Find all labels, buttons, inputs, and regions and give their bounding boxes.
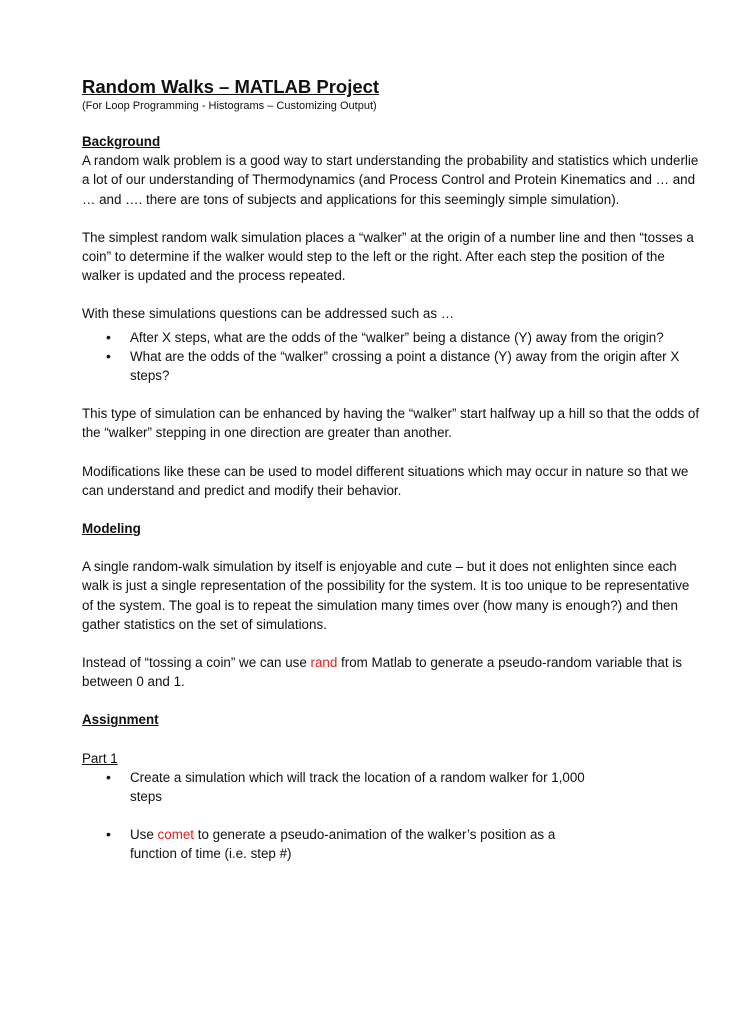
background-heading: Background	[82, 134, 161, 149]
background-paragraph-2: The simplest random walk simulation places a “walker” at the origin of a number line and then “tosses a coin” to determine if the walker would step to the left or the right. After each step the position of the walker is updated and the process repeated.	[82, 229, 694, 284]
list-item	[82, 825, 600, 863]
comet-code: comet	[157, 827, 195, 843]
part-1-list	[82, 768, 702, 864]
modeling-heading: Modeling	[82, 521, 141, 537]
list-item: • Create a simulation which will track the location of a random walker for 1,000 steps	[82, 768, 600, 806]
background-paragraph-4: This type of simulation can be enhanced by having the “walker” start halfway up a hill so that the odds of the “walker” stepping in one direction are greater than another.	[82, 406, 700, 441]
document-subtitle: (For Loop Programming - Histograms – Customizing Output)	[82, 100, 377, 112]
assignment-heading: Assignment	[82, 712, 159, 728]
background-paragraph-1: A random walk problem is a good way to start understanding the probability and statistics which underlie a lot of our understanding of Thermodynamics (and Process Control and Protein Kinematics and … and … and …. there are tons of subjects and applications for this seemingly simple simulation).	[82, 153, 699, 207]
questions-list	[82, 328, 702, 386]
list-item-text: Use	[130, 827, 158, 843]
rand-code: rand	[310, 655, 338, 671]
background-paragraph-3: With these simulations questions can be addressed such as …	[82, 306, 455, 322]
part-1-heading: Part 1	[82, 750, 118, 766]
list-item: • After X steps, what are the odds of the “walker” being a distance (Y) away from the origin?	[82, 328, 702, 347]
modeling-paragraph-1: A single random-walk simulation by itself is enjoyable and cute – but it does not enlighten since each walk is just a single representation of the possibility for the system. It is too unique to be representative of the system. The goal is to repeat the simulation many times over (how many is enough?) and then gather statistics on the set of simulations.	[82, 559, 690, 632]
list-item-text: to generate a pseudo-animation of the walker’s position as a function of time (i.e. step #)	[130, 827, 556, 862]
document-title: Random Walks – MATLAB Project	[82, 76, 380, 97]
modeling-paragraph-2-text: from Matlab to generate a pseudo-random variable that is between 0 and 1.	[82, 655, 682, 690]
modeling-paragraph-2	[82, 653, 702, 691]
document-page	[82, 76, 702, 883]
modeling-paragraph-2-text: Instead of “tossing a coin” we can use	[82, 655, 311, 671]
background-paragraph-5: Modifications like these can be used to model different situations which may occur in nature so that we can understand and predict and modify their behavior.	[82, 463, 689, 498]
list-item: • What are the odds of the “walker” crossing a point a distance (Y) away from the origin after X steps?	[82, 347, 702, 385]
